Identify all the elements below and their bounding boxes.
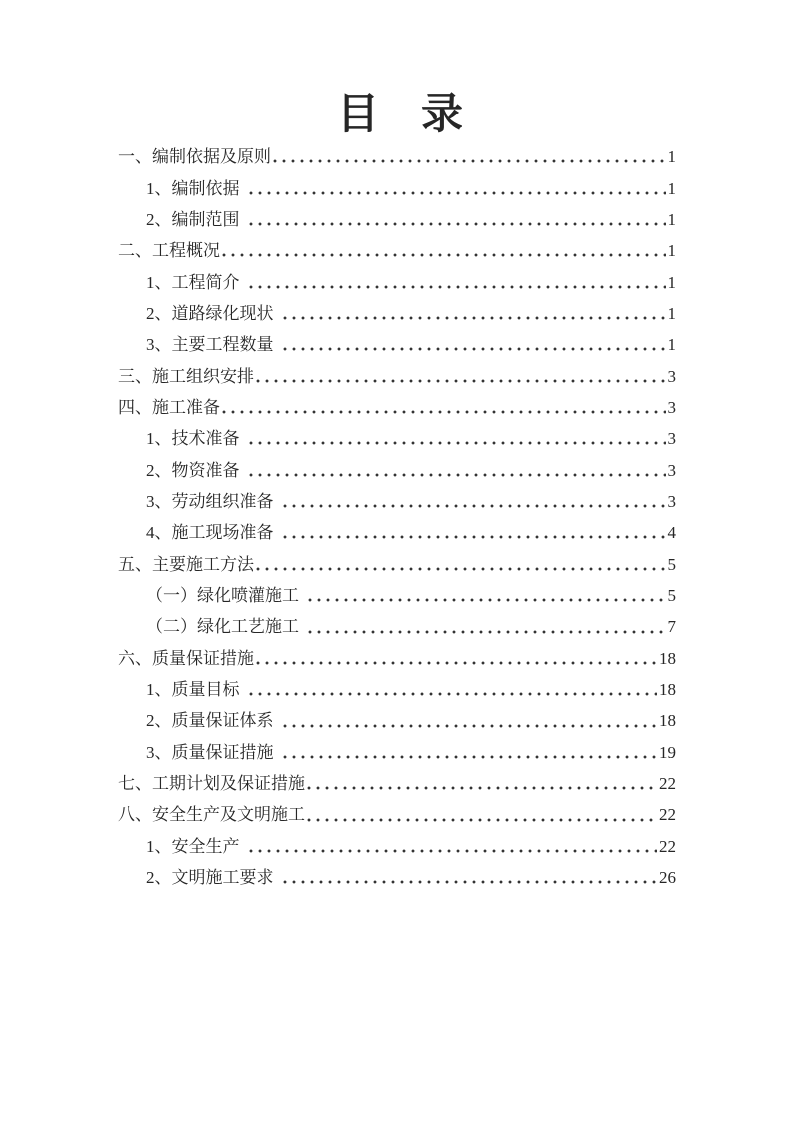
toc-entry-label: 4、施工现场准备 bbox=[146, 523, 274, 543]
dot-leader bbox=[256, 661, 657, 665]
toc-entry[interactable] bbox=[118, 204, 676, 235]
toc-entry-label: 1、质量目标 bbox=[146, 680, 240, 700]
toc-entry-page: 18 bbox=[659, 648, 676, 668]
toc-entry[interactable] bbox=[118, 266, 676, 297]
dot-leader bbox=[283, 755, 658, 759]
toc-entry-page: 26 bbox=[659, 868, 676, 888]
toc-entry-page: 4 bbox=[667, 523, 676, 543]
toc-entry[interactable] bbox=[118, 580, 676, 611]
dot-leader bbox=[249, 222, 666, 226]
dot-leader bbox=[256, 567, 666, 571]
toc-entry-page: 3 bbox=[667, 460, 676, 480]
toc-entry-page: 1 bbox=[667, 147, 676, 167]
dot-leader bbox=[249, 191, 666, 195]
toc-entry-label: 六、质量保证措施 bbox=[118, 648, 254, 668]
toc-entry[interactable] bbox=[118, 548, 676, 579]
dot-leader bbox=[256, 379, 666, 383]
toc-entry-label: 三、施工组织安排 bbox=[118, 366, 254, 386]
toc-entry-page: 18 bbox=[659, 680, 676, 700]
toc-entry-page: 19 bbox=[659, 742, 676, 762]
dot-leader bbox=[249, 692, 658, 696]
toc-entry-page: 5 bbox=[667, 554, 676, 574]
toc-entry[interactable] bbox=[118, 172, 676, 203]
toc-entry-label: 1、工程简介 bbox=[146, 272, 240, 292]
dot-leader bbox=[283, 504, 666, 508]
dot-leader bbox=[308, 598, 666, 602]
toc-entry-label: 2、道路绿化现状 bbox=[146, 303, 274, 323]
toc-entry-page: 22 bbox=[659, 805, 676, 825]
toc-entry[interactable] bbox=[118, 517, 676, 548]
dot-leader bbox=[222, 253, 666, 257]
dot-leader bbox=[307, 786, 657, 790]
toc-entry[interactable] bbox=[118, 141, 676, 172]
toc-entry-page: 1 bbox=[667, 178, 676, 198]
toc-entry[interactable] bbox=[118, 831, 676, 862]
toc-entry[interactable] bbox=[118, 737, 676, 768]
toc-entry-page: 5 bbox=[667, 585, 676, 605]
toc-entry-page: 22 bbox=[659, 774, 676, 794]
dot-leader bbox=[249, 285, 666, 289]
toc-entry-label: 2、编制范围 bbox=[146, 209, 240, 229]
toc-entry[interactable] bbox=[118, 705, 676, 736]
toc-entry-label: （二）绿化工艺施工 bbox=[146, 617, 299, 637]
dot-leader bbox=[283, 316, 666, 320]
toc-entry[interactable] bbox=[118, 360, 676, 391]
toc-entry-page: 18 bbox=[659, 711, 676, 731]
toc-entry-label: 1、安全生产 bbox=[146, 836, 240, 856]
toc-entry-label: 2、文明施工要求 bbox=[146, 868, 274, 888]
dot-leader bbox=[283, 347, 666, 351]
toc-entry-label: （一）绿化喷灌施工 bbox=[146, 585, 299, 605]
toc-entry-label: 3、劳动组织准备 bbox=[146, 491, 274, 511]
toc-entry-label: 1、技术准备 bbox=[146, 429, 240, 449]
toc-entry[interactable] bbox=[118, 235, 676, 266]
toc-entry[interactable] bbox=[118, 423, 676, 454]
toc-entry-label: 3、主要工程数量 bbox=[146, 335, 274, 355]
toc-entry-page: 3 bbox=[667, 491, 676, 511]
toc-entry-label: 二、工程概况 bbox=[118, 241, 220, 261]
toc-entry[interactable] bbox=[118, 643, 676, 674]
toc-entry-page: 1 bbox=[667, 335, 676, 355]
toc-title: 目 录 bbox=[336, 92, 463, 138]
dot-leader bbox=[273, 159, 666, 163]
dot-leader bbox=[283, 535, 666, 539]
toc-entry-label: 五、主要施工方法 bbox=[118, 554, 254, 574]
dot-leader bbox=[249, 441, 666, 445]
toc-entry[interactable] bbox=[118, 799, 676, 830]
toc-entry-label: 四、施工准备 bbox=[118, 397, 220, 417]
toc-entry[interactable] bbox=[118, 392, 676, 423]
dot-leader bbox=[308, 630, 666, 634]
toc-entry-label: 七、工期计划及保证措施 bbox=[118, 774, 305, 794]
toc-entry-page: 7 bbox=[667, 617, 676, 637]
toc-entry-page: 1 bbox=[667, 272, 676, 292]
dot-leader bbox=[249, 849, 658, 853]
dot-leader bbox=[249, 473, 666, 477]
toc-entry[interactable] bbox=[118, 298, 676, 329]
toc-entry-label: 一、编制依据及原则 bbox=[118, 147, 271, 167]
toc-entry-page: 1 bbox=[667, 241, 676, 261]
toc-entry[interactable] bbox=[118, 862, 676, 893]
toc-entry[interactable] bbox=[118, 611, 676, 642]
toc-entry-label: 1、编制依据 bbox=[146, 178, 240, 198]
toc-entry[interactable] bbox=[118, 768, 676, 799]
toc-entry-page: 3 bbox=[667, 366, 676, 386]
dot-leader bbox=[307, 818, 657, 822]
dot-leader bbox=[283, 880, 658, 884]
toc-entry[interactable] bbox=[118, 674, 676, 705]
toc-entry-label: 3、质量保证措施 bbox=[146, 742, 274, 762]
toc-entry-page: 1 bbox=[667, 303, 676, 323]
dot-leader bbox=[283, 724, 658, 728]
toc-entry-page: 3 bbox=[667, 397, 676, 417]
toc-entry-page: 3 bbox=[667, 429, 676, 449]
toc-entry[interactable] bbox=[118, 454, 676, 485]
toc-entry-page: 1 bbox=[667, 209, 676, 229]
dot-leader bbox=[222, 410, 666, 414]
toc-entry[interactable] bbox=[118, 329, 676, 360]
toc-entry-label: 八、安全生产及文明施工 bbox=[118, 805, 305, 825]
toc-entry-page: 22 bbox=[659, 836, 676, 856]
toc-entry-label: 2、质量保证体系 bbox=[146, 711, 274, 731]
toc-entry[interactable] bbox=[118, 486, 676, 517]
toc-entry-label: 2、物资准备 bbox=[146, 460, 240, 480]
toc-list bbox=[0, 141, 800, 893]
